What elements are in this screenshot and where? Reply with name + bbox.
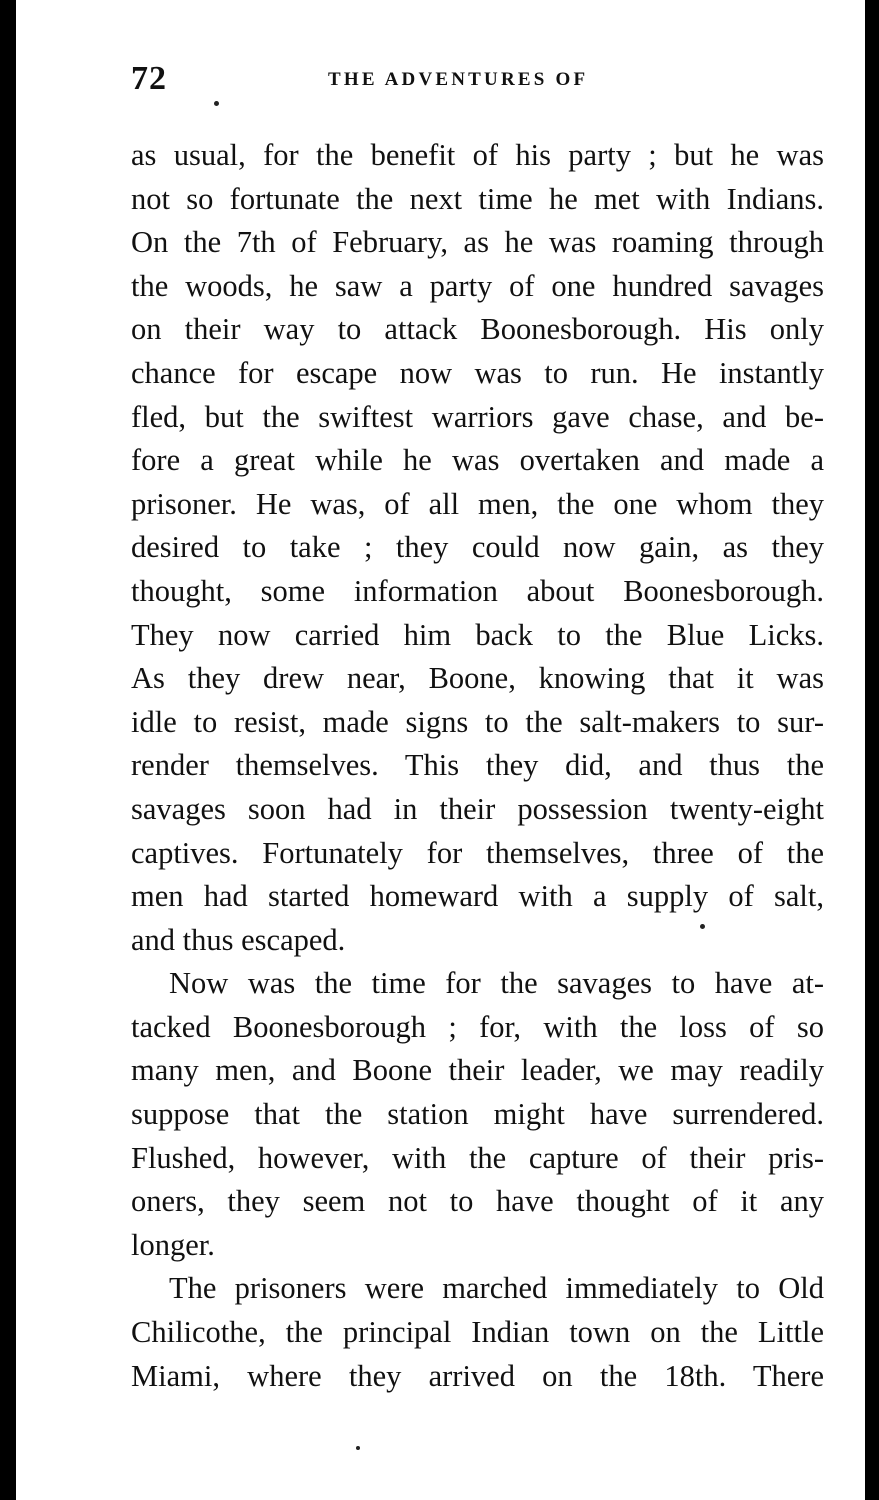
book-page xyxy=(131,58,824,1398)
paragraph-2 xyxy=(131,962,824,1267)
text-line: prisoner. He was, of all men, the one whom they xyxy=(131,486,824,521)
paragraph-3 xyxy=(131,1267,824,1398)
text-line: Chilicothe, the principal Indian town on the Little xyxy=(131,1315,824,1350)
text-line: not so fortunate the next time he met with Indians. xyxy=(131,181,824,216)
text-line: and thus escaped. xyxy=(131,922,346,957)
text-line: Miami, where they arrived on the 18th. There xyxy=(131,1358,824,1393)
text-line: idle to resist, made signs to the salt-makers to sur- xyxy=(131,704,824,739)
text-line: tacked Boonesborough ; for, with the loss of so xyxy=(131,1009,824,1044)
text-line: men had started homeward with a supply of salt, xyxy=(131,879,824,914)
text-line: Flushed, however, with the capture of their pris- xyxy=(131,1140,824,1175)
text-line: captives. Fortunately for themselves, three of the xyxy=(131,835,824,870)
running-title: THE ADVENTURES OF xyxy=(328,69,589,90)
scan-speck xyxy=(214,101,219,106)
text-line: The prisoners were marched immediately to Old xyxy=(169,1271,824,1306)
paragraph-1 xyxy=(131,134,824,962)
text-line: longer. xyxy=(131,1227,215,1262)
text-line: savages soon had in their possession twenty-eight xyxy=(131,791,824,826)
text-line: As they drew near, Boone, knowing that it was xyxy=(131,661,824,696)
text-line: fore a great while he was overtaken and made a xyxy=(131,443,824,478)
text-line: oners, they seem not to have thought of it any xyxy=(131,1184,824,1219)
text-line: as usual, for the benefit of his party ; but he was xyxy=(131,138,824,172)
text-line: desired to take ; they could now gain, as they xyxy=(131,530,824,565)
text-line: On the 7th of February, as he was roaming through xyxy=(131,225,824,260)
text-line: many men, and Boone their leader, we may readily xyxy=(131,1053,824,1088)
text-line: fled, but the swiftest warriors gave chase, and be- xyxy=(131,399,824,434)
text-line: on their way to attack Boonesborough. His only xyxy=(131,312,824,347)
text-line: render themselves. This they did, and thus the xyxy=(131,748,824,783)
text-line: chance for escape now was to run. He instantly xyxy=(131,355,824,390)
page-number: 72 xyxy=(131,60,167,97)
body-text xyxy=(131,134,824,1398)
scan-speck xyxy=(700,924,705,929)
text-line: thought, some information about Boonesborough. xyxy=(131,573,824,608)
scan-edge-right xyxy=(865,0,879,1500)
scan-edge-left xyxy=(0,0,16,1500)
text-line: suppose that the station might have surrendered. xyxy=(131,1097,824,1132)
running-head xyxy=(131,58,824,108)
text-line: They now carried him back to the Blue Licks. xyxy=(131,617,824,652)
text-line: Now was the time for the savages to have at- xyxy=(169,966,824,1001)
text-line: the woods, he saw a party of one hundred savages xyxy=(131,268,824,303)
scan-speck xyxy=(356,1446,360,1450)
